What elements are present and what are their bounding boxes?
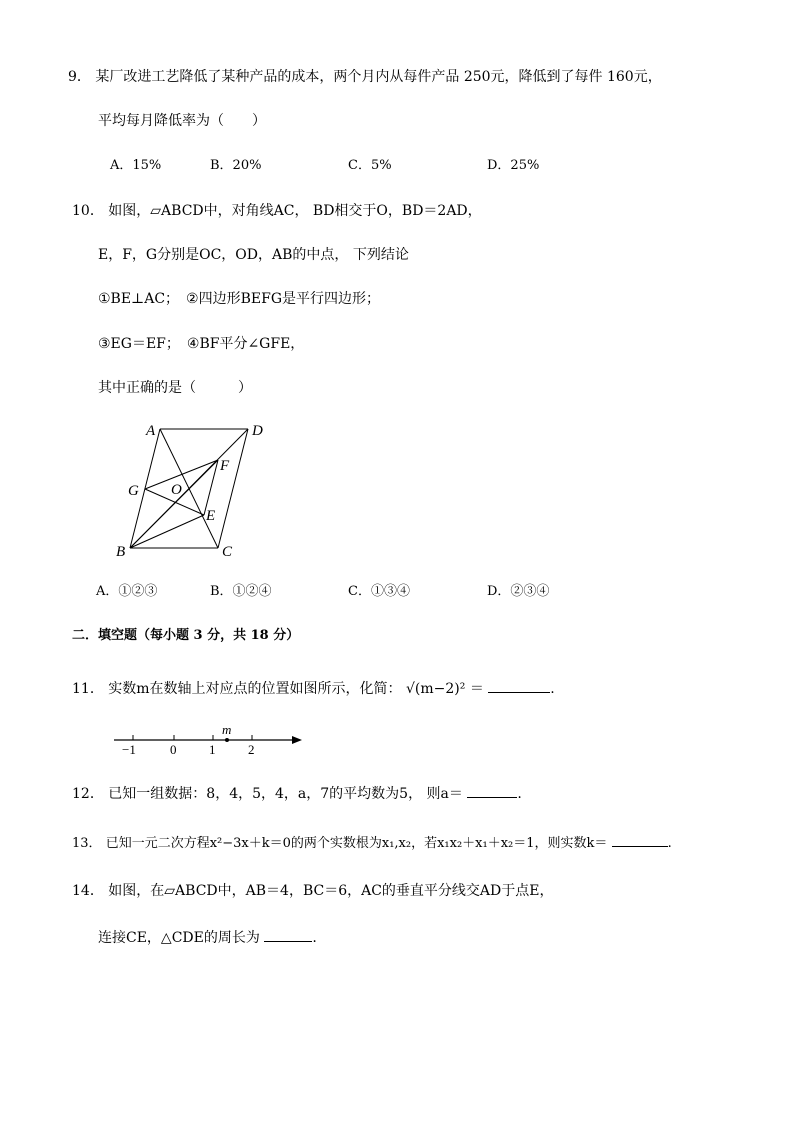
segment-be [130,515,204,548]
q10-option-a[interactable]: A．①②③ [96,584,158,599]
q10-line5: 其中正确的是（ ） [98,380,252,396]
q11-expression: √(m−2)² ＝ [406,681,484,697]
q14-line1 [72,882,554,900]
q14-number: 14． [72,883,104,899]
q10-line4: ③EG＝EF； ④BF平分∠GFE， [98,336,305,352]
q13-stem: 已知一元二次方程x²−3x＋k＝0的两个实数根为x₁,x₂，若x₁x₂＋x₁＋x₂＝1，则实数k＝ [105,836,608,851]
section-title: 二．填空题（每小题 3 分，共 18 分） [72,628,300,643]
q11-stem: 实数m在数轴上对应点的位置如图所示，化简： [108,681,402,697]
q9-line2: 平均每月降低率为（ ） [98,113,266,129]
label-a: A [146,423,156,439]
label-e: E [206,508,216,524]
q14-stem-2: 连接CE，△CDE的周长为 [98,930,260,946]
tick-label-1: 1 [209,742,216,756]
tick-label-2: 2 [248,742,255,756]
label-d: D [252,423,263,439]
q10-option-c[interactable]: C．①③④ [348,584,410,599]
label-c: C [222,544,233,560]
q12-number: 12． [72,786,104,802]
point-m-label: m [222,722,232,737]
q9-option-d[interactable]: D．25% [487,158,540,173]
q12-line: 12． 已知一组数据：8，4，5，4，a，7的平均数为5， 则a＝ . [72,783,522,803]
q13-line: 13． 已知一元二次方程x²−3x＋k＝0的两个实数根为x₁,x₂，若x₁x₂＋x₁＋x₂＝1，则实数k＝ . [72,832,672,853]
label-g: G [128,483,139,499]
label-o: O [171,482,182,498]
q13-answer-blank[interactable] [612,832,668,847]
q10-number: 10． [72,203,104,219]
q12-stem: 已知一组数据：8，4，5，4，a，7的平均数为5， 则a＝ [108,786,463,802]
arrow-head-icon [292,736,302,744]
label-b: B [116,544,126,560]
q13-number: 13． [72,836,102,851]
segment-bf [130,460,218,548]
label-f: F [220,458,230,474]
q14-stem: 如图，在▱ABCD中，AB＝4，BC＝6，AC的垂直平分线交AD于点E， [108,883,554,899]
q10-line3: ①BE⊥AC； ②四边形BEFG是平行四边形； [98,291,381,307]
segment-dc [218,429,248,548]
q9-option-a[interactable]: A．15% [110,158,162,173]
q10-stem: 如图，▱ABCD中，对角线AC， BD相交于O，BD＝2AD， [108,203,482,219]
q11-answer-blank[interactable] [488,678,550,693]
q9-option-c[interactable]: C．5% [348,158,392,173]
segment-ef [204,460,218,515]
q14-answer-blank[interactable] [264,927,312,942]
q10-option-d[interactable]: D．②③④ [487,584,550,599]
q11-number: 11． [72,681,104,697]
q10-option-b[interactable]: B．①②④ [210,584,272,599]
q14-line2: 连接CE，△CDE的周长为 . [98,927,317,947]
tick-label-neg1: −1 [122,742,136,756]
q9-line1 [68,68,662,86]
q9-option-b[interactable]: B．20% [210,158,262,173]
q9-stem: 某厂改进工艺降低了某种产品的成本，两个月内从每件产品 250元，降低到了每件 160元， [95,69,662,85]
q10-line1 [72,202,482,220]
q10-parallelogram-figure [108,415,278,565]
q12-answer-blank[interactable] [467,783,517,798]
q11-number-line [110,722,310,756]
point-m [225,738,229,742]
q9-number: 9． [68,69,91,85]
q11-line: 11． 实数m在数轴上对应点的位置如图所示，化简： √(m−2)² ＝ . [72,678,555,698]
tick-label-0: 0 [170,742,177,756]
q10-line2: E，F，G分别是OC，OD，AB的中点， 下列结论 [98,247,409,263]
